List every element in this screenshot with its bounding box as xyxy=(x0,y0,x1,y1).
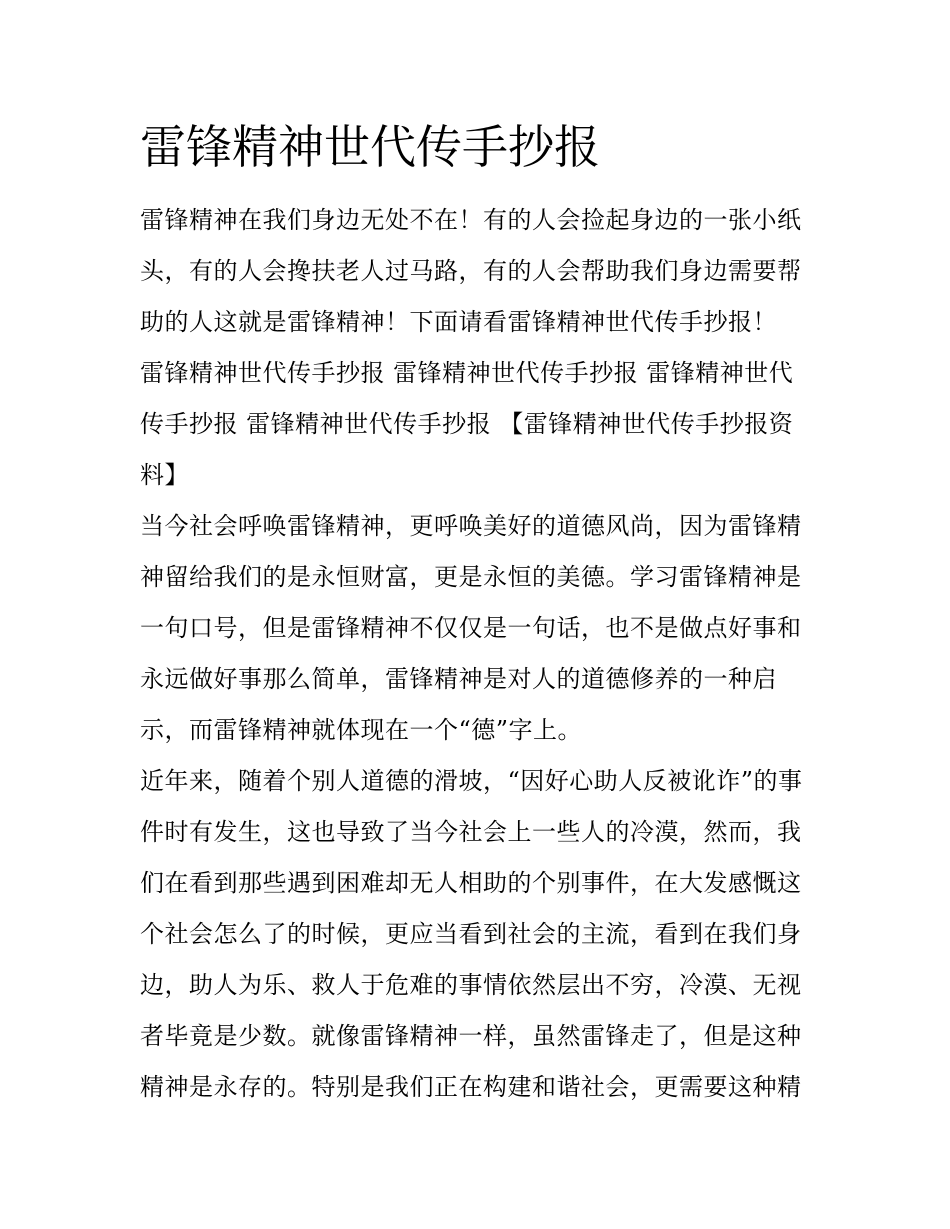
body-line: 雷锋精神世代传手抄报 雷锋精神世代传手抄报 雷锋精神世代 xyxy=(140,359,794,387)
body-line: 们在看到那些遇到困难却无人相助的个别事件，在大发感慨这 xyxy=(140,869,802,897)
body-line: 神留给我们的是永恒财富，更是永恒的美德。学习雷锋精神是 xyxy=(140,563,802,591)
body-line: 雷锋精神在我们身边无处不在！有的人会捡起身边的一张小纸 xyxy=(140,206,802,234)
body-line: 助的人这就是雷锋精神！下面请看雷锋精神世代传手抄报！ xyxy=(140,308,777,336)
body-line: 当今社会呼唤雷锋精神，更呼唤美好的道德风尚，因为雷锋精 xyxy=(140,512,802,540)
body-line: 件时有发生，这也导致了当今社会上一些人的冷漠，然而，我 xyxy=(140,818,802,846)
body-line: 料】 xyxy=(140,461,189,489)
body-line: 边，助人为乐、救人于危难的事情依然层出不穷，冷漠、无视 xyxy=(140,971,802,999)
body-line: 近年来，随着个别人道德的滑坡，“因好心助人反被讹诈”的事 xyxy=(140,767,803,795)
body-line: 示，而雷锋精神就体现在一个“德”字上。 xyxy=(140,716,583,744)
body-line: 精神是永存的。特别是我们正在构建和谐社会，更需要这种精 xyxy=(140,1073,802,1101)
body-line: 永远做好事那么简单，雷锋精神是对人的道德修养的一种启 xyxy=(140,665,777,693)
body-line: 传手抄报 雷锋精神世代传手抄报 【雷锋精神世代传手抄报资 xyxy=(140,410,794,438)
body-line: 一句口号，但是雷锋精神不仅仅是一句话，也不是做点好事和 xyxy=(140,614,802,642)
page-title: 雷锋精神世代传手抄报 xyxy=(140,120,600,174)
body-line: 者毕竟是少数。就像雷锋精神一样，虽然雷锋走了，但是这种 xyxy=(140,1022,802,1050)
body-line: 头，有的人会搀扶老人过马路，有的人会帮助我们身边需要帮 xyxy=(140,257,802,285)
body-line: 个社会怎么了的时候，更应当看到社会的主流，看到在我们身 xyxy=(140,920,802,948)
